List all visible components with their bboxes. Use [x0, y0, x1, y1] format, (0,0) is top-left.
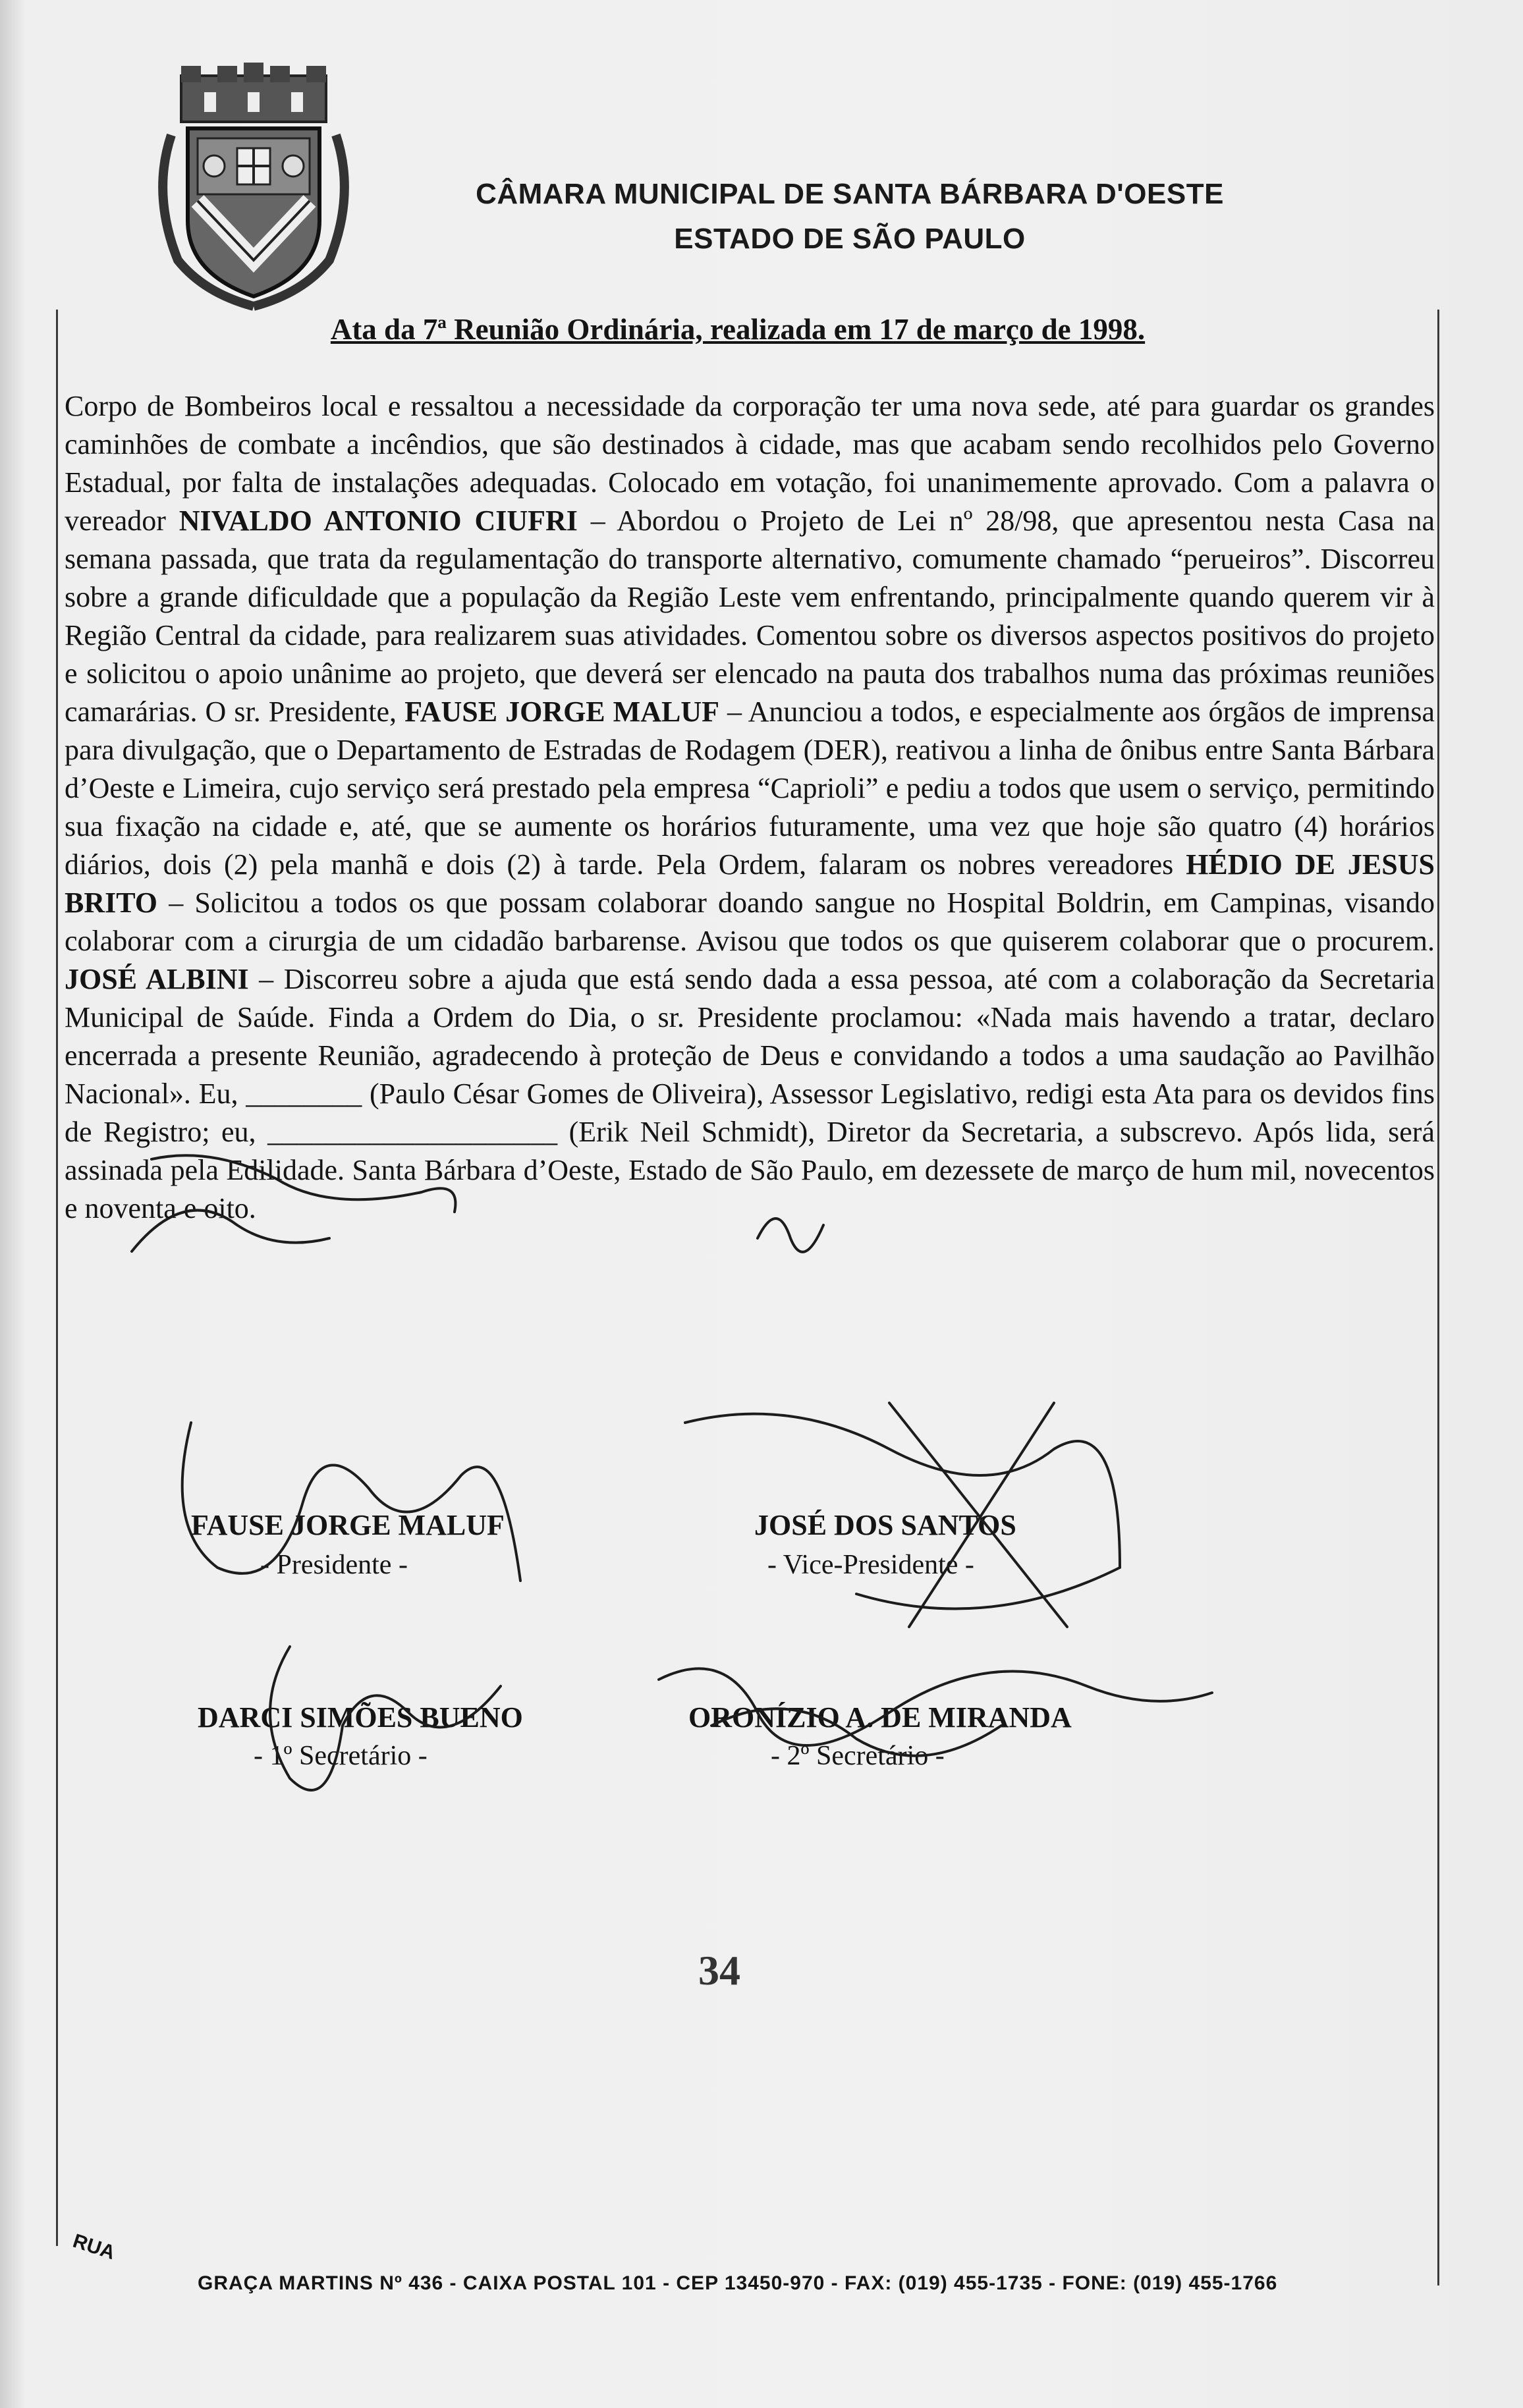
body-text-3: – Anunciou a todos, e especialmente aos órgãos de imprensa para divulgação, que o Departamento de Estradas de Rodagem (DER), reativou a linha de ônibus entre Santa Bárbara d’Oeste e Limeira, cujo serviço será prestado pela empresa “Caprioli” e pediu a todos que usem o serviço, permitindo sua fixação na cidade e, até, que se aumente os horários futuramente, uma vez que hoje são quatro (4) horários diários, dois (2) pela manhã e dois (2) à tarde. Pela Ordem, falaram os nobres vereadores	[65, 696, 1435, 881]
left-margin-rule	[56, 310, 58, 2246]
signatory-role-vice-president: - Vice-Presidente -	[767, 1550, 974, 1580]
footer-address: GRAÇA MARTINS Nº 436 - CAIXA POSTAL 101 - CEP 13450-970 - FAX: (019) 455-1735 - FONE: (019) 455-1766	[198, 2272, 1278, 2294]
signatory-role-president: - Presidente -	[260, 1550, 408, 1580]
signatory-name-vice-president: JOSÉ DOS SANTOS	[754, 1509, 1016, 1541]
page-number: 34	[698, 1947, 740, 1994]
institution-name: CÂMARA MUNICIPAL DE SANTA BÁRBARA D'OESTE	[476, 178, 1224, 210]
speaker-name-2: FAUSE JORGE MALUF	[404, 696, 719, 728]
signatory-role-second-secretary: - 2º Secretário -	[771, 1741, 945, 1771]
minutes-body	[65, 387, 1435, 1228]
footer-street-prefix-text: RUA	[70, 2230, 118, 2264]
body-text-1: Corpo de Bombeiros local e ressaltou a necessidade da corporação ter uma nova sede, até para guardar os grandes caminhões de combate a incêndios, que são destinados à cidade, mas que acabam sendo recolhidos pelo Governo Estadual, por falta de instalações adequadas. Colocado em votação, foi unanimemente aprovado. Com a palavra o vereador	[65, 390, 1435, 537]
body-text-2: – Abordou o Projeto de Lei nº 28/98, que apresentou nesta Casa na semana passada, que trata da regulamentação do transporte alternativo, comumente chamado “perueiros”. Discorreu sobre a grande dificuldade que a população da Região Leste vem enfrentando, principalmente quando querem vir à Região Central da cidade, para realizarem suas atividades. Comentou sobre os diversos aspectos positivos do projeto e solicitou o apoio unânime ao projeto, que deverá ser elencado na pauta dos trabalhos numa das próximas reuniões camarárias. O sr. Presidente,	[65, 505, 1435, 728]
signatory-role-first-secretary: - 1º Secretário -	[254, 1741, 428, 1771]
coat-of-arms-seal	[152, 63, 356, 313]
signatory-name-second-secretary: ORONÍZIO A. DE MIRANDA	[688, 1701, 1072, 1734]
speaker-name-4: JOSÉ ALBINI	[65, 963, 249, 995]
body-text-4: – Solicitou a todos os que possam colaborar doando sangue no Hospital Boldrin, em Campinas, visando colaborar com a cirurgia de um cidadão barbarense. Avisou que todos os que quiserem colaborar que o procurem.	[65, 887, 1435, 957]
signatory-name-president: FAUSE JORGE MALUF	[191, 1509, 505, 1541]
speaker-name-3: HÉDIO DE JESUS BRITO	[65, 848, 1435, 919]
footer-street-prefix	[70, 2230, 204, 2309]
right-margin-rule	[1437, 310, 1439, 2285]
state-name: ESTADO DE SÃO PAULO	[674, 223, 1026, 255]
speaker-name-1: NIVALDO ANTONIO CIUFRI	[179, 505, 578, 537]
minutes-title: Ata da 7ª Reunião Ordinária, realizada em 17 de março de 1998.	[330, 313, 1146, 346]
signatory-name-first-secretary: DARCI SIMÕES BUENO	[198, 1701, 523, 1734]
body-text-5: – Discorreu sobre a ajuda que está sendo dada a essa pessoa, até com a colaboração da Secretaria Municipal de Saúde. Finda a Ordem do Dia, o sr. Presidente proclamou: «Nada mais havendo a tratar, declaro encerrada a presente Reunião, agradecendo à proteção de Deus e convidando a todos a uma saudação ao Pavilhão Nacional». Eu, ________ (Paulo César Gomes de Oliveira), Assessor Legislativo, redigi esta Ata para os devidos fins de Registro; eu, ____________________ (Erik Neil Schmidt), Diretor da Secretaria, a subscrevo. Após lida, será assinada pela Edilidade. Santa Bárbara d’Oeste, Estado de São Paulo, em dezessete de março de hum mil, novecentos e noventa e oito.	[65, 963, 1435, 1224]
